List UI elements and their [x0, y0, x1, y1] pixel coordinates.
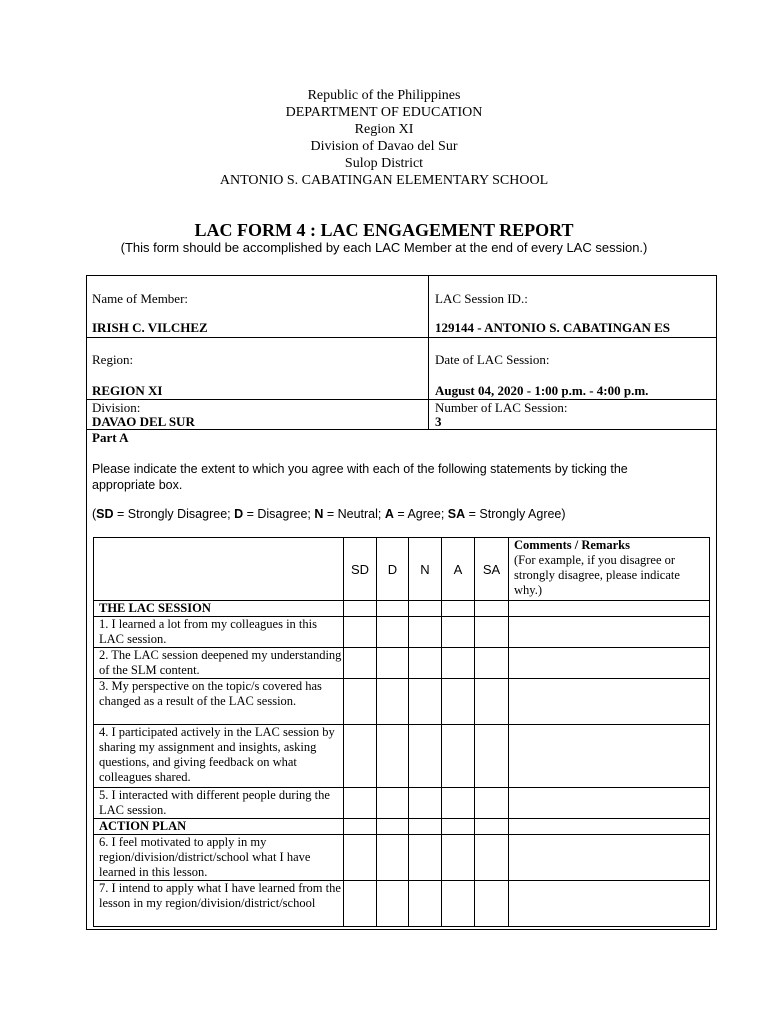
- table-header-row: [94, 538, 710, 601]
- tick-box[interactable]: [409, 835, 442, 881]
- tick-box[interactable]: [475, 819, 509, 835]
- number-value: 3: [435, 414, 442, 429]
- part-a-instruction: Please indicate the extent to which you agree with each of the following statements by ticking the appropriate box.: [92, 462, 628, 492]
- tick-box[interactable]: [377, 648, 409, 679]
- comment-cell[interactable]: [509, 617, 710, 648]
- comment-cell[interactable]: [509, 819, 710, 835]
- tick-box[interactable]: [475, 679, 509, 725]
- statement-4: 4. I participated actively in the LAC session by sharing my assignment and insights, asking questions, and giving feedback on what colleagues shared.: [94, 725, 344, 788]
- header-division: Division of Davao del Sur: [310, 139, 458, 154]
- tick-box[interactable]: [344, 788, 377, 819]
- form-subtitle: (This form should be accomplished by each LAC Member at the end of every LAC session.): [120, 240, 648, 255]
- comment-cell[interactable]: [509, 788, 710, 819]
- table-row: [94, 617, 710, 648]
- tick-box[interactable]: [344, 819, 377, 835]
- tick-box[interactable]: [475, 601, 509, 617]
- tick-box[interactable]: [475, 788, 509, 819]
- tick-box[interactable]: [409, 601, 442, 617]
- member-label: Name of Member:: [92, 291, 189, 306]
- tick-box[interactable]: [409, 648, 442, 679]
- tick-box[interactable]: [442, 881, 475, 927]
- tick-box[interactable]: [442, 725, 475, 788]
- statement-5: 5. I interacted with different people during the LAC session.: [94, 788, 344, 819]
- tick-box[interactable]: [475, 725, 509, 788]
- tick-box[interactable]: [475, 881, 509, 927]
- statement-6: 6. I feel motivated to apply in my region/division/district/school what I have learned in this lesson.: [94, 835, 344, 881]
- comment-cell[interactable]: [509, 881, 710, 927]
- form-title: LAC FORM 4 : LAC ENGAGEMENT REPORT: [194, 220, 574, 240]
- session-id-label: LAC Session ID.:: [435, 291, 528, 306]
- tick-box[interactable]: [377, 788, 409, 819]
- tick-box[interactable]: [377, 601, 409, 617]
- table-row: [94, 725, 710, 788]
- statement-1: 1. I learned a lot from my colleagues in this LAC session.: [94, 617, 344, 648]
- tick-box[interactable]: [442, 835, 475, 881]
- scale-a-header: A: [442, 538, 475, 601]
- tick-box[interactable]: [344, 648, 377, 679]
- statement-header-cell: [94, 538, 344, 601]
- tick-box[interactable]: [442, 617, 475, 648]
- info-divider-2: [86, 399, 717, 400]
- tick-box[interactable]: [377, 725, 409, 788]
- tick-box[interactable]: [377, 819, 409, 835]
- tick-box[interactable]: [377, 617, 409, 648]
- scale-n-header: N: [409, 538, 442, 601]
- tick-box[interactable]: [442, 788, 475, 819]
- section-title-lac-session: THE LAC SESSION: [94, 601, 344, 617]
- scale-sa-header: SA: [475, 538, 509, 601]
- section-title-action-plan: ACTION PLAN: [94, 819, 344, 835]
- tick-box[interactable]: [475, 648, 509, 679]
- statement-3: 3. My perspective on the topic/s covered has changed as a result of the LAC session.: [94, 679, 344, 725]
- tick-box[interactable]: [377, 835, 409, 881]
- date-value: August 04, 2020 - 1:00 p.m. - 4:00 p.m.: [435, 383, 649, 398]
- statement-7: 7. I intend to apply what I have learned from the lesson in my region/division/district/school: [94, 881, 344, 927]
- statement-2: 2. The LAC session deepened my understanding of the SLM content.: [94, 648, 344, 679]
- tick-box[interactable]: [344, 881, 377, 927]
- division-label: Division:: [92, 400, 141, 415]
- comments-header: Comments / Remarks (For example, if you disagree or strongly disagree, please indicate why.): [509, 538, 710, 601]
- table-row: [94, 788, 710, 819]
- part-a-heading: Part A: [92, 430, 129, 445]
- tick-box[interactable]: [409, 881, 442, 927]
- info-divider-3: [86, 429, 717, 430]
- tick-box[interactable]: [344, 725, 377, 788]
- header-republic: Republic of the Philippines: [307, 88, 461, 103]
- comment-cell[interactable]: [509, 648, 710, 679]
- table-row: [94, 881, 710, 927]
- tick-box[interactable]: [475, 835, 509, 881]
- tick-box[interactable]: [442, 819, 475, 835]
- info-divider-1: [86, 337, 717, 338]
- tick-box[interactable]: [344, 601, 377, 617]
- member-value: IRISH C. VILCHEZ: [92, 320, 208, 335]
- tick-box[interactable]: [409, 725, 442, 788]
- section-row: [94, 819, 710, 835]
- table-row: [94, 648, 710, 679]
- tick-box[interactable]: [475, 617, 509, 648]
- scale-d-header: D: [377, 538, 409, 601]
- tick-box[interactable]: [409, 679, 442, 725]
- tick-box[interactable]: [442, 648, 475, 679]
- comment-cell[interactable]: [509, 835, 710, 881]
- tick-box[interactable]: [409, 788, 442, 819]
- tick-box[interactable]: [344, 617, 377, 648]
- number-label: Number of LAC Session:: [435, 400, 568, 415]
- region-value: REGION XI: [92, 383, 163, 398]
- rating-table: [93, 537, 710, 927]
- scale-sd-header: SD: [344, 538, 377, 601]
- table-row: [94, 835, 710, 881]
- tick-box[interactable]: [344, 679, 377, 725]
- comment-cell[interactable]: [509, 679, 710, 725]
- header-department: DEPARTMENT OF EDUCATION: [285, 105, 483, 120]
- header-school: ANTONIO S. CABATINGAN ELEMENTARY SCHOOL: [219, 173, 549, 188]
- comment-cell[interactable]: [509, 725, 710, 788]
- tick-box[interactable]: [409, 819, 442, 835]
- tick-box[interactable]: [409, 617, 442, 648]
- tick-box[interactable]: [344, 835, 377, 881]
- tick-box[interactable]: [377, 881, 409, 927]
- division-value: DAVAO DEL SUR: [92, 414, 195, 429]
- table-row: [94, 679, 710, 725]
- header-region: Region XI: [354, 122, 414, 137]
- tick-box[interactable]: [442, 679, 475, 725]
- date-label: Date of LAC Session:: [435, 352, 550, 367]
- region-label: Region:: [92, 352, 134, 367]
- tick-box[interactable]: [377, 679, 409, 725]
- session-id-value: 129144 - ANTONIO S. CABATINGAN ES: [435, 320, 671, 335]
- header-district: Sulop District: [344, 156, 424, 171]
- info-divider-vertical: [428, 275, 429, 430]
- rating-legend: (SD = Strongly Disagree; D = Disagree; N = Neutral; A = Agree; SA = Strongly Agree): [92, 507, 566, 521]
- comment-cell[interactable]: [509, 601, 710, 617]
- section-row: [94, 601, 710, 617]
- tick-box[interactable]: [442, 601, 475, 617]
